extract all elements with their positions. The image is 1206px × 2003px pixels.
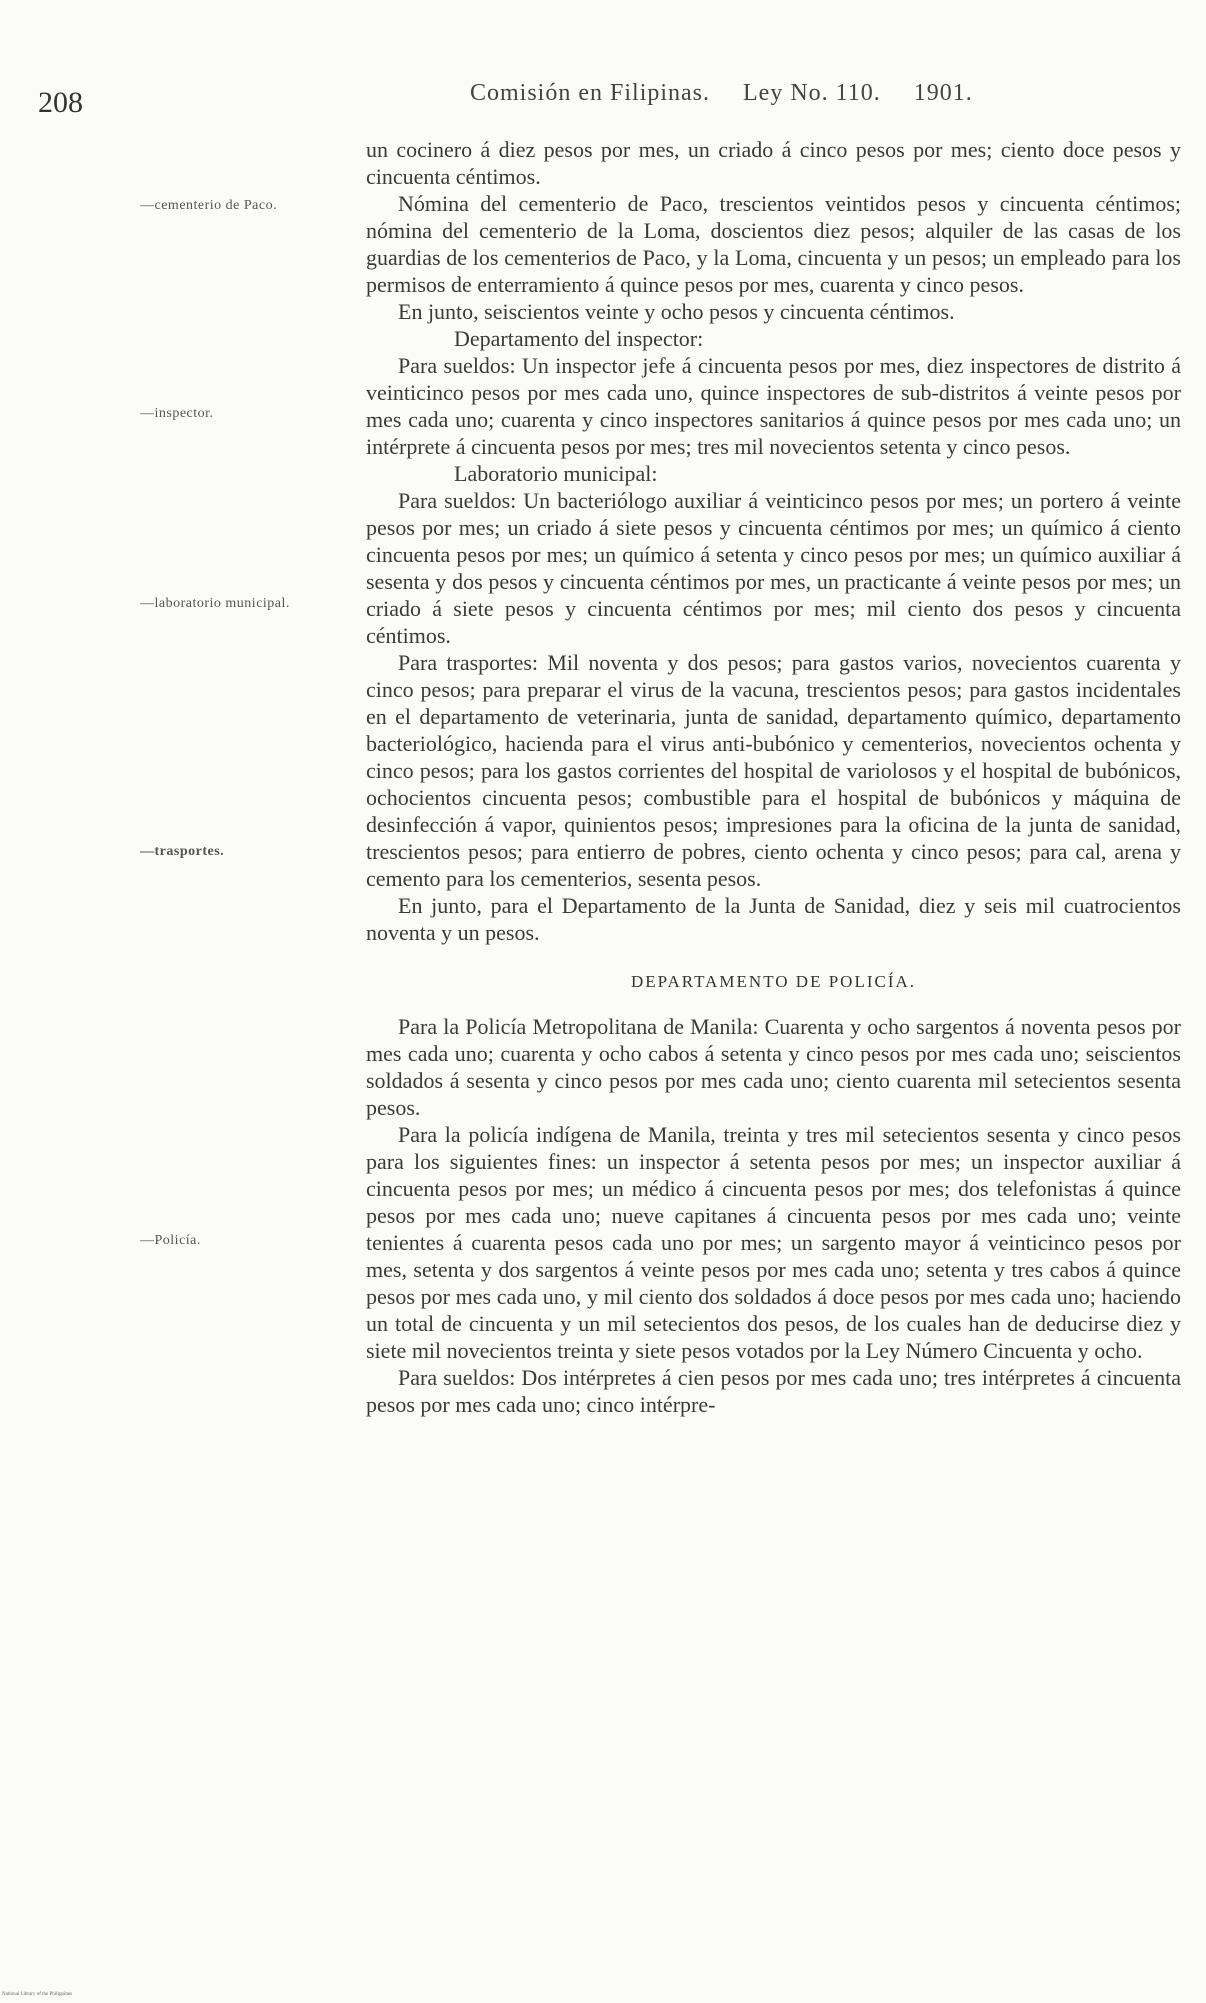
running-head-year: 1901.: [913, 80, 973, 106]
body-text: [366, 136, 1181, 1418]
margin-note-cementerio: —cementerio de Paco.: [140, 198, 278, 213]
running-head: [470, 80, 973, 107]
paragraph: Para sueldos: Dos intérpretes á cien pesos por mes cada uno; tres intérpretes á cincuenta pesos por mes cada uno; cinco intérpre-: [366, 1365, 1181, 1417]
margin-note-policia: —Policía.: [140, 1233, 201, 1248]
margin-note-inspector: —inspector.: [140, 406, 214, 421]
paragraph: Para la policía indígena de Manila, treinta y tres mil setecientos sesenta y cinco pesos para los siguientes fines: un inspector á setenta pesos por mes; un inspector auxiliar á cincuenta pesos por mes; un médico á cincuenta pesos por mes; dos telefonistas á quince pesos por mes cada uno; nueve capitanes á cincuenta pesos por mes cada uno; veinte tenientes á cuarenta pesos cada uno por mes; un sargento mayor á veinticinco pesos por mes, setenta y dos sargentos á veinte pesos por mes cada uno; setenta y tres cabos á quince pesos por mes cada uno, y mil ciento dos soldados á doce pesos por mes cada uno; haciendo un total de cincuenta y un mil setecientos dos pesos, de los cuales han de deducirse diez y siete mil novecientos treinta y siete pesos votados por la Ley Número Cincuenta y ocho.: [366, 1122, 1181, 1363]
paragraph: Nómina del cementerio de Paco, trescientos veintidos pesos y cincuenta céntimos; nómina del cementerio de la Loma, doscientos diez pesos; alquiler de las casas de los guardias de los cementerios de Paco, y la Loma, cincuenta y un pesos; un empleado para los permisos de enterramiento á quince pesos por mes, cuarenta y cinco pesos.: [366, 191, 1181, 297]
running-head-title: Comisión en Filipinas.: [470, 80, 711, 106]
subsection-title: Laboratorio municipal:: [454, 461, 658, 486]
paragraph: un cocinero á diez pesos por mes, un criado á cinco pesos por mes; ciento doce pesos y cincuenta céntimos.: [366, 137, 1181, 189]
paragraph: Para sueldos: Un inspector jefe á cincuenta pesos por mes, diez inspectores de distrito á veinticinco pesos por mes cada uno, quince inspectores de sub-distritos á veinte pesos por mes cada uno; cuarenta y cinco inspectores sanitarios á quince pesos por mes cada uno; un intérprete á cincuenta pesos por mes; tres mil novecientos setenta y cinco pesos.: [366, 353, 1181, 459]
margin-note-trasportes: —trasportes.: [140, 844, 225, 859]
subsection-title: Departamento del inspector:: [454, 326, 704, 351]
scan-credit: National Library of the Philippines: [2, 1992, 72, 1997]
paragraph: En junto, seiscientos veinte y ocho pesos y cincuenta céntimos.: [398, 299, 955, 324]
paragraph: Para trasportes: Mil noventa y dos pesos; para gastos varios, novecientos cuarenta y cinco pesos; para preparar el virus de la vacuna, trescientos pesos; para gastos incidentales en el departamento de veterinaria, junta de sanidad, departamento químico, departamento bacteriológico, hacienda para el virus anti-bubónico y cementerios, novecientos ochenta y cinco pesos; para los gastos corrientes del hospital de variolosos y el hospital de bubónicos, ochocientos cincuenta pesos; combustible para el hospital de bubónicos y máquina de desinfección á vapor, quinientos pesos; impresiones para la oficina de la junta de sanidad, trescientos pesos; para entierro de pobres, ciento ochenta y cinco pesos; para cal, arena y cemento para los cementerios, sesenta pesos.: [366, 650, 1181, 891]
paragraph: Para sueldos: Un bacteriólogo auxiliar á veinticinco pesos por mes; un portero á veinte pesos por mes; un criado á siete pesos y cincuenta céntimos por mes; un químico á ciento cincuenta pesos por mes; un químico á setenta y cinco pesos por mes; un químico auxiliar á sesenta y dos pesos y cincuenta céntimos por mes, un practicante á veinte pesos por mes; un criado á siete pesos y cincuenta céntimos por mes; mil ciento dos pesos y cincuenta céntimos.: [366, 488, 1181, 648]
page-number: 208: [38, 86, 83, 119]
paragraph: En junto, para el Departamento de la Junta de Sanidad, diez y seis mil cuatrocientos noventa y un pesos.: [366, 893, 1181, 945]
margin-note-laboratorio: —laboratorio municipal.: [140, 596, 290, 611]
paragraph: Para la Policía Metropolitana de Manila: Cuarenta y ocho sargentos á noventa pesos por mes cada uno; cuarenta y ocho cabos á setenta y cinco pesos por mes cada uno; seiscientos soldados á sesenta y cinco pesos por mes cada uno; ciento cuarenta mil setecientos sesenta pesos.: [366, 1014, 1181, 1120]
section-heading: DEPARTAMENTO DE POLICÍA.: [630, 972, 917, 991]
running-head-law: Ley No. 110.: [743, 80, 881, 106]
